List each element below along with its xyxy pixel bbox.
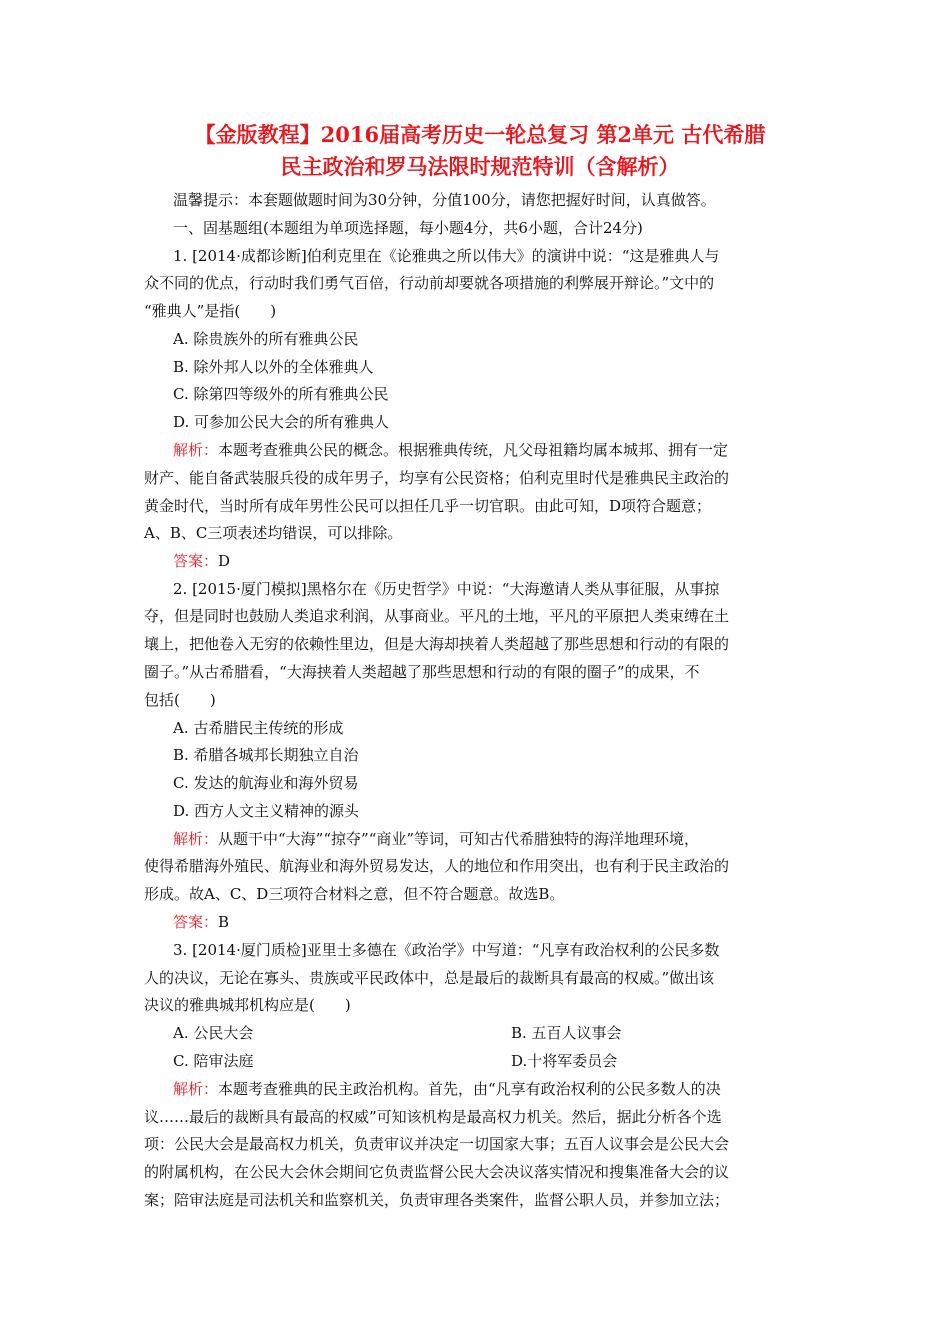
- question-3-analysis-line: 项：公民大会是最高权力机关，负责审议并决定一切国家大事；五百人议事会是公民大会: [144, 1135, 730, 1153]
- question-1-stem-line: “雅典人”是指( ): [144, 302, 277, 320]
- question-1-analysis-line: A、B、C三项表述均错误，可以排除。: [144, 524, 403, 542]
- question-1-stem-line: 众不同的优点，行动时我们勇气百倍，行动前却要就各项措施的利弊展开辩论。”文中的: [144, 274, 715, 292]
- question-2-stem-line: 夺，但是同时也鼓励人类追求利润，从事商业。平凡的土地，平凡的平原把人类束缚在土: [144, 607, 730, 625]
- question-3-stem-line: 决议的雅典城邦机构应是( ): [144, 996, 351, 1014]
- question-1-analysis-line: 黄金时代，当时所有成年男性公民可以担任几乎一切官职。由此可知，D项符合题意；: [144, 497, 712, 515]
- question-3-analysis-line: 案；陪审法庭是司法机关和监察机关，负责审理各类案件，监督公职人员，并参加立法；: [144, 1191, 730, 1209]
- question-3-stem-line: 3. [2014·厦门质检]亚里士多德在《政治学》中写道：“凡享有政治权利的公民多数: [173, 941, 720, 959]
- question-2-option-d: D. 西方人文主义精神的源头: [173, 802, 360, 820]
- question-3-analysis-line: 的附属机构，在公民大会休会期间它负责监督公民大会决议落实情况和搜集准备大会的议: [144, 1163, 730, 1181]
- question-3-option-b: B. 五百人议事会: [511, 1024, 622, 1042]
- tip-text: 温馨提示：本套题做题时间为30分钟，分值100分，请您把握好时间，认真做答。: [173, 191, 716, 209]
- document-title-line-2: 民主政治和罗马法限时规范特训（含解析）: [280, 154, 680, 179]
- question-2-stem-line: 包括( ): [144, 691, 216, 709]
- question-3-option-d: D.十将军委员会: [511, 1052, 618, 1070]
- question-2-analysis-line: 形成。故A、C、D三项符合材料之意，但不符合题意。故选B。: [144, 885, 565, 903]
- question-2-analysis-line: 使得希腊海外殖民、航海业和海外贸易发达，人的地位和作用突出，也有利于民主政治的: [144, 857, 730, 875]
- question-1-stem-line: 1. [2014·成都诊断]伯利克里在《论雅典之所以伟大》的演讲中说：“这是雅典人与: [173, 247, 720, 265]
- question-3-analysis-line: [173, 1079, 721, 1099]
- question-1-analysis-line: 财产、能自备武装服兵役的成年男子，均享有公民资格；伯利克里时代是雅典民主政治的: [144, 469, 730, 487]
- answer-value: B: [218, 913, 230, 931]
- question-2-stem-line: 圈子。”从古希腊看，“大海挟着人类超越了那些思想和行动的有限的圈子”的成果，不: [144, 663, 700, 681]
- question-2-option-c: C. 发达的航海业和海外贸易: [173, 774, 359, 792]
- document-title-line-1: 【金版教程】2016届高考历史一轮总复习 第2单元 古代希腊: [194, 122, 766, 147]
- question-1-option-c: C. 除第四等级外的所有雅典公民: [173, 385, 389, 403]
- question-1-analysis-line: [173, 440, 728, 460]
- answer-value: D: [218, 552, 231, 570]
- question-1-option-d: D. 可参加公民大会的所有雅典人: [173, 413, 390, 431]
- analysis-label: 解析：: [173, 1080, 219, 1098]
- question-2-stem-line: 2. [2015·厦门模拟]黑格尔在《历史哲学》中说：“大海邀请人类从事征服，从事掠: [173, 580, 720, 598]
- question-2-analysis-line: [173, 829, 699, 849]
- analysis-text: 本题考查雅典的民主政治机构。首先，由“凡享有政治权利的公民多数人的决: [218, 1080, 721, 1098]
- question-3-option-a: A. 公民大会: [173, 1024, 254, 1042]
- analysis-label: 解析：: [173, 830, 219, 848]
- question-2-stem-line: 壤上，把他卷入无穷的依赖性里边，但是大海却挟着人类超越了那些思想和行动的有限的: [144, 635, 730, 653]
- question-2-answer: [173, 912, 229, 932]
- question-2-option-b: B. 希腊各城邦长期独立自治: [173, 746, 359, 764]
- question-3-option-c: C. 陪审法庭: [173, 1052, 254, 1070]
- question-2-option-a: A. 古希腊民主传统的形成: [173, 719, 344, 737]
- question-3-analysis-line: 议……最后的裁断具有最高的权威”可知该机构是最高权力机关。然后，据此分析各个选: [144, 1108, 722, 1126]
- analysis-text: 本题考查雅典公民的概念。根据雅典传统，凡父母祖籍均属本城邦、拥有一定: [218, 441, 729, 459]
- analysis-label: 解析：: [173, 441, 219, 459]
- question-1-answer: [173, 551, 230, 571]
- answer-label: 答案：: [173, 913, 219, 931]
- question-3-stem-line: 人的决议，无论在寡头、贵族或平民政体中，总是最后的裁断具有最高的权威。”做出该: [144, 969, 715, 987]
- analysis-text: 从题干中“大海”“掠夺”“商业”等词，可知古代希腊独特的海洋地理环境，: [218, 830, 700, 848]
- question-1-option-b: B. 除外邦人以外的全体雅典人: [173, 358, 374, 376]
- answer-label: 答案：: [173, 552, 219, 570]
- question-1-option-a: A. 除贵族外的所有雅典公民: [173, 330, 359, 348]
- section-heading: 一、固基题组(本题组为单项选择题，每小题4分，共6小题，合计24分): [173, 219, 643, 237]
